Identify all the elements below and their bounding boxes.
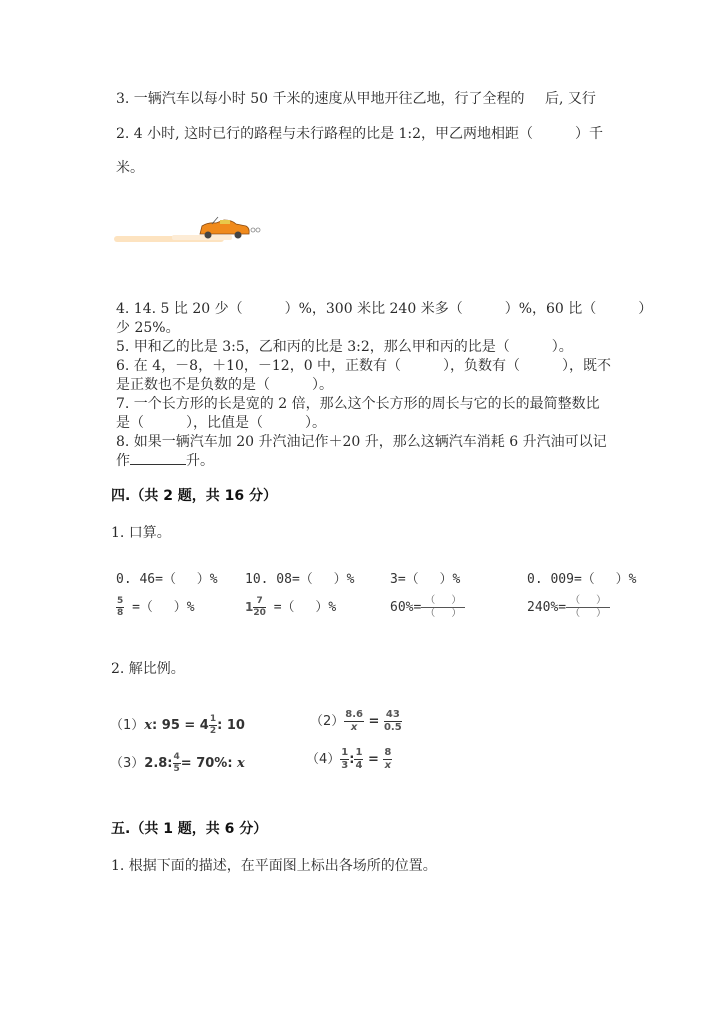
q8-suffix: 升。 (186, 453, 214, 469)
q6-line1: 6. 在 4，－8，＋10，－12，0 中，正数有（ ），负数有（ ），既不 (116, 358, 612, 374)
fraction: $\frac{4}{5}$ (173, 752, 180, 774)
calc-item-3: 3=（ ）% (390, 572, 461, 587)
section4-q1-title: 1. 口算。 (111, 525, 171, 541)
q4-line1: 4. 14. 5 比 20 少（ ）%，300 米比 240 米多（ ）%，60 比（ ） (116, 301, 653, 317)
fraction: $\frac{5}{8}$ (117, 596, 124, 618)
proportion-4: （4） $\frac{1}{3}$ : $\frac{1}{4}$ = $\frac{8}{x}$ (306, 747, 392, 771)
fraction: $\frac{8.6}{x}$ (345, 709, 363, 733)
q6-line2: 是正数也不是负数的是（ ）。 (116, 377, 333, 393)
proportion-2: （2） $\frac{8.6}{x}$ = $\frac{43}{0.5}$ (310, 709, 402, 733)
calc-item-2: 10. 08=（ ）% (245, 572, 355, 587)
section5-heading: 五.（共 1 题，共 6 分） (111, 821, 268, 837)
q4-line2: 少 25%。 (116, 320, 180, 336)
fraction: $\frac{1}{2}$ (209, 714, 217, 736)
calc-item-6: 1 $\frac{7}{20}$ =（ ）% (245, 596, 337, 618)
q5-line1: 5. 甲和乙的比是 3:5，乙和丙的比是 3:2，那么甲和丙的比是（ ）。 (116, 339, 573, 355)
car-icon (112, 212, 272, 248)
fraction: $\frac{43}{0.5}$ (383, 709, 402, 733)
fraction: （ ） （ ） (421, 596, 465, 619)
proportion-3: （3）2.8: $\frac{4}{5}$ = 70%: x (110, 752, 245, 774)
calc-item-5: $\frac{5}{8}$ =（ ）% (117, 596, 195, 618)
fraction: $\frac{1}{3}$ (341, 747, 349, 771)
q3-line1-text: 3. 一辆汽车以每小时 50 千米的速度从甲地开往乙地，行了全程的 (116, 91, 525, 107)
fraction: $\frac{8}{x}$ (384, 747, 392, 771)
calc-item-7: 60%= （ ） （ ） (390, 596, 465, 619)
fraction: $\frac{7}{20}$ (253, 596, 266, 618)
section5-q1-title: 1. 根据下面的描述，在平面图上标出各场所的位置。 (111, 858, 437, 874)
answer-blank[interactable] (130, 452, 186, 465)
calc-item-4: 0. 009=（ ）% (527, 572, 637, 587)
q7-line1: 7. 一个长方形的长是宽的 2 倍，那么这个长方形的周长与它的长的最简整数比 (116, 396, 600, 412)
q8-prefix: 作 (116, 453, 130, 469)
q3-line3: 米。 (116, 160, 144, 176)
section4-q2-title: 2. 解比例。 (111, 661, 185, 677)
orange-car-illustration (112, 212, 272, 248)
fraction: $\frac{1}{4}$ (355, 747, 363, 771)
proportion-1: （1）x: 95 = 4 $\frac{1}{2}$ : 10 (110, 714, 245, 736)
q7-line2: 是（ ），比值是（ ）。 (116, 415, 326, 431)
q8-line1: 8. 如果一辆汽车加 20 升汽油记作＋20 升，那么这辆汽车消耗 6 升汽油可以记 (116, 434, 607, 450)
calc-item-8: 240%= （ ） （ ） (527, 596, 610, 619)
section4-heading: 四.（共 2 题，共 16 分） (111, 488, 278, 504)
q3-line1-tail: 后, 又行 (545, 91, 596, 107)
q3-line2: 2. 4 小时, 这时已行的路程与未行路程的比是 1:2，甲乙两地相距（ ）千 (116, 126, 604, 142)
calc-item-1: 0. 46=（ ）% (116, 572, 218, 587)
fraction: （ ） （ ） (566, 596, 610, 619)
q8-line2 (116, 450, 214, 470)
q3-line1 (116, 88, 525, 108)
